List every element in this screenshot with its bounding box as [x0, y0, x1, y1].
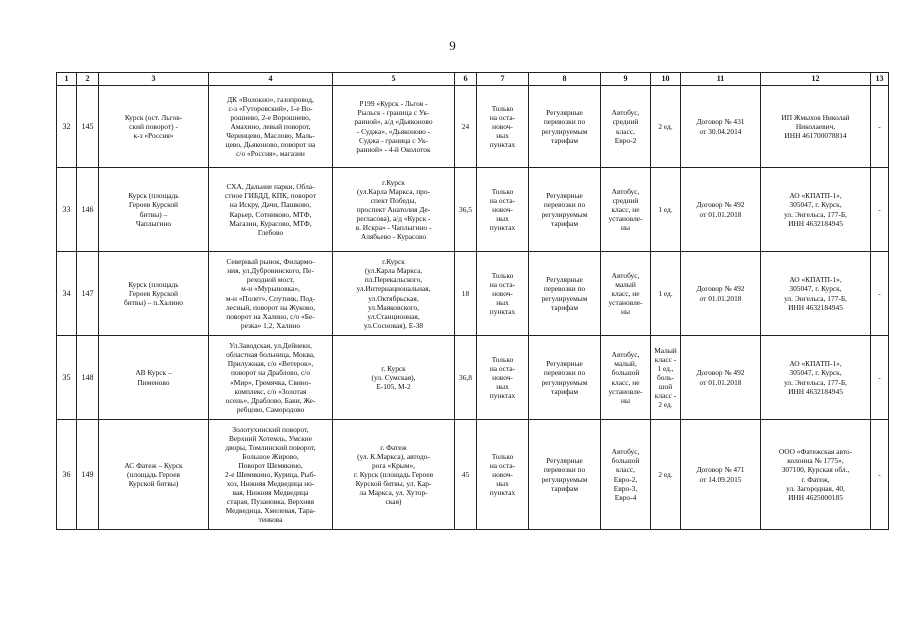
boarding-order-text: Только на оста- новоч- ных пунктах: [489, 103, 516, 150]
column-header: 9: [601, 73, 651, 86]
route-name-text: Курск (площадь Героев Курской битвы) – п.Халино: [123, 279, 184, 308]
contract-text: Договор № 471 от 14.09.2015: [696, 465, 745, 484]
transport-type-cell: [529, 336, 601, 420]
column-header: 7: [477, 73, 529, 86]
boarding-order-text: Только на оста- новоч- ных пунктах: [489, 354, 516, 401]
notes-cell: -: [871, 86, 889, 168]
notes-cell: -: [871, 420, 889, 530]
vehicle-count-cell: [651, 336, 681, 420]
row-index-cell: 36: [57, 420, 77, 530]
route-number-cell: 148: [77, 336, 99, 420]
contract-cell: [681, 336, 761, 420]
vehicle-class-text: Автобус, малый, большой класс, не установле- ны: [608, 350, 643, 405]
notes-cell: -: [871, 336, 889, 420]
route-number-cell: 145: [77, 86, 99, 168]
column-header: 8: [529, 73, 601, 86]
table-row: [57, 420, 889, 530]
contract-cell: [681, 420, 761, 530]
stops-text: ДК «Волокно», газопровод, с-з «Гуторовский», 1-е Во- рошнево, 2-е Ворошнево, Амахино, левый поворот, Черинцево, Маслово, Маль- цево, Дьяконово, поворот на с/о «Россия», магазин: [225, 94, 316, 159]
route-number-cell: 149: [77, 420, 99, 530]
contract-text: Договор № 492 от 01.01.2018: [696, 368, 745, 387]
stops-cell: [209, 336, 333, 420]
carrier-text: АО «КПАТП-1», 305047, г. Курск, ул. Энгельса, 177-Б, ИНН 4632184945: [784, 275, 847, 312]
boarding-order-cell: [477, 420, 529, 530]
streets-roads-text: г. Курск (ул. Сумская), Е-105, М-2: [371, 363, 416, 392]
streets-roads-text: г.Курск (ул.Карла Маркса, пл.Перекальского, ул.Интернациональная, ул.Октябрьская, ул.Маяковского, ул.Станционная, ул.Сосновая), Е-38: [356, 257, 431, 330]
column-header: 5: [333, 73, 455, 86]
carrier-cell: [761, 86, 871, 168]
transport-type-text: Регулярные перевозки по регулируемым тарифам: [541, 275, 588, 312]
carrier-text: АО «КПАТП-1», 305047, г. Курск, ул. Энгельса, 177-Б, ИНН 4632184945: [784, 191, 847, 228]
stops-text: Северный рынок, Филармо- ния, ул.Дубровинского, Пе- реходной мост, м-н «Мурыновка», м-н «Полет», Спутник, Под- лесный, поворот на Жуково, поворот на Халино, с/о «Бе- резка» 1,2, Халино: [225, 257, 316, 330]
route-name-cell: [99, 420, 209, 530]
streets-roads-cell: [333, 420, 455, 530]
row-index-cell: 33: [57, 168, 77, 252]
boarding-order-cell: [477, 252, 529, 336]
row-index-cell: 35: [57, 336, 77, 420]
column-header: 11: [681, 73, 761, 86]
page-number: 9: [449, 38, 456, 53]
stops-text: Ул.Заводская, ул.Дейнеки, областная больница, Моква, Прилужная, с/о «Ветерок», поворот на Драблово, с/о «Мир», Гремячка, Свино- комплекс, с/о «Золотая осень», Драблово, Баки, Же- ребцово, Самородово: [225, 341, 316, 414]
transport-type-text: Регулярные перевозки по регулируемым тарифам: [541, 108, 588, 145]
stops-text: Золотухинский поворот, Верхний Хотемль, Умские дворы, Томлинский поворот, Большое Жирово, Поворот Шемякино, 2-е Шемякино, Курица, Рыб- хоз, Нижняя Медведица но- вая, Нижняя Медведица старая, Пузановка, Верхняя Медведица, Хмелевая, Тара- тенкова: [225, 424, 316, 525]
transport-type-cell: [529, 168, 601, 252]
contract-text: Договор № 492 от 01.01.2018: [696, 200, 745, 219]
notes-cell: -: [871, 252, 889, 336]
vehicle-class-cell: [601, 420, 651, 530]
notes-cell: -: [871, 168, 889, 252]
vehicle-count-text: 1 ед.: [658, 288, 673, 298]
vehicle-class-text: Автобус, большой класс, Евро-2, Евро-3, Евро-4: [611, 447, 640, 502]
column-header: 1: [57, 73, 77, 86]
boarding-order-text: Только на оста- новоч- ных пунктах: [489, 451, 516, 498]
transport-type-cell: [529, 86, 601, 168]
vehicle-count-cell: [651, 252, 681, 336]
column-header: 2: [77, 73, 99, 86]
column-header: 3: [99, 73, 209, 86]
carrier-cell: [761, 252, 871, 336]
route-length-cell: 36,8: [455, 336, 477, 420]
column-header: 10: [651, 73, 681, 86]
stops-cell: [209, 252, 333, 336]
table-row: [57, 252, 889, 336]
route-name-cell: [99, 86, 209, 168]
streets-roads-cell: [333, 252, 455, 336]
table-row: [57, 168, 889, 252]
table-row: [57, 336, 889, 420]
vehicle-count-text: 2 ед.: [658, 121, 673, 131]
boarding-order-text: Только на оста- новоч- ных пунктах: [489, 186, 516, 233]
vehicle-class-cell: [601, 168, 651, 252]
boarding-order-text: Только на оста- новоч- ных пунктах: [489, 270, 516, 317]
vehicle-count-text: Малый класс - 1 ед., боль- шой класс - 2 ед.: [654, 345, 677, 410]
boarding-order-cell: [477, 168, 529, 252]
route-registry-table: [56, 72, 889, 530]
row-index-cell: 32: [57, 86, 77, 168]
vehicle-count-cell: [651, 86, 681, 168]
stops-cell: [209, 168, 333, 252]
transport-type-text: Регулярные перевозки по регулируемым тарифам: [541, 456, 588, 493]
transport-type-text: Регулярные перевозки по регулируемым тарифам: [541, 191, 588, 228]
route-name-text: Курск (ост. Льгов- ский поворот) - к-з «Россия»: [124, 112, 183, 141]
route-number-cell: 146: [77, 168, 99, 252]
column-header: 13: [871, 73, 889, 86]
contract-cell: [681, 86, 761, 168]
route-length-cell: 24: [455, 86, 477, 168]
transport-type-cell: [529, 420, 601, 530]
vehicle-class-text: Автобус, средний класс, не установле- ны: [608, 186, 643, 233]
vehicle-class-cell: [601, 86, 651, 168]
vehicle-count-cell: [651, 420, 681, 530]
vehicle-class-cell: [601, 252, 651, 336]
streets-roads-text: г. Фатеж (ул. К.Маркса), автодо- рога «Крым», г. Курск (площадь Героев Курской битвы, ул. Кар- ла Маркса, ул. Хутор- ская): [353, 442, 434, 507]
carrier-text: ИП Жмыхов Николай Николаевич, ИНН 461700078814: [781, 112, 850, 141]
route-name-cell: [99, 336, 209, 420]
contract-text: Договор № 492 от 01.01.2018: [696, 284, 745, 303]
vehicle-count-text: 2 ед.: [658, 469, 673, 479]
table-row: [57, 86, 889, 168]
vehicle-count-cell: [651, 168, 681, 252]
route-name-text: Курск (площадь Героев Курской битвы) – Чаплыгино: [128, 191, 179, 228]
streets-roads-cell: [333, 86, 455, 168]
boarding-order-cell: [477, 336, 529, 420]
transport-type-cell: [529, 252, 601, 336]
boarding-order-cell: [477, 86, 529, 168]
carrier-cell: [761, 168, 871, 252]
transport-type-text: Регулярные перевозки по регулируемым тарифам: [541, 359, 588, 396]
route-length-cell: 36,5: [455, 168, 477, 252]
carrier-cell: [761, 336, 871, 420]
contract-cell: [681, 252, 761, 336]
vehicle-class-text: Автобус, средний класс, Евро-2: [611, 108, 640, 145]
row-index-cell: 34: [57, 252, 77, 336]
carrier-cell: [761, 420, 871, 530]
contract-cell: [681, 168, 761, 252]
column-header: 12: [761, 73, 871, 86]
vehicle-class-text: Автобус, малый класс, не установле- ны: [608, 270, 643, 317]
column-header: 6: [455, 73, 477, 86]
route-length-cell: 18: [455, 252, 477, 336]
vehicle-count-text: 1 ед.: [658, 204, 673, 214]
column-number-row: [57, 73, 889, 86]
route-name-text: АВ Курск – Пименово: [135, 368, 172, 387]
streets-roads-cell: [333, 168, 455, 252]
route-name-cell: [99, 252, 209, 336]
stops-text: СХА, Дальние парки, Обла- стное ГИБДД, КПК, поворот на Искру, Дачи, Пашково, Карьер, Сотниково, МТФ, Магазин, Курасово, МТФ, Глебово: [225, 182, 316, 237]
streets-roads-text: Р199 «Курск - Льгов - Рыльск - граница с Ук- раиной», а/д «Дьяконово - Суджа», «Дьяконово - Суджа - граница с Ук- раиной» - 4-й Околоток: [354, 99, 433, 154]
route-name-cell: [99, 168, 209, 252]
route-number-cell: 147: [77, 252, 99, 336]
streets-roads-text: г.Курск (ул.Карла Маркса, про- спект Победы, проспект Анатолия Де- регласова), а/д «Курск - в. Искра» - Чаплыгино - Алябьево - Курасово: [355, 177, 432, 242]
route-length-cell: 45: [455, 420, 477, 530]
streets-roads-cell: [333, 336, 455, 420]
carrier-text: АО «КПАТП-1», 305047, г. Курск, ул. Энгельса, 177-Б, ИНН 4632184945: [784, 359, 847, 396]
stops-cell: [209, 420, 333, 530]
stops-cell: [209, 86, 333, 168]
contract-text: Договор № 431 от 30.04.2014: [696, 117, 745, 136]
route-name-text: АС Фатеж – Курск (площадь Героев Курской битвы): [124, 460, 183, 489]
vehicle-class-cell: [601, 336, 651, 420]
column-header: 4: [209, 73, 333, 86]
carrier-text: ООО «Фатежская авто- колонна № 1775», 307100, Курская обл., г. Фатеж, ул. Загородная, 40, ИНН 4625000185: [778, 447, 853, 502]
